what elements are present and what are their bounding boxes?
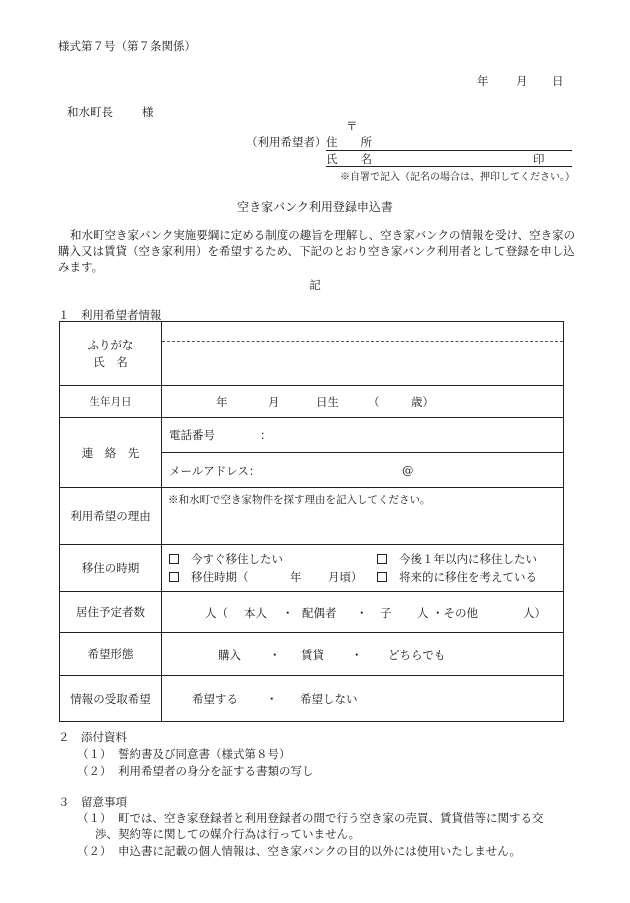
- residents-other-unit: 人）: [523, 606, 546, 620]
- furigana-input[interactable]: [162, 322, 563, 341]
- checkbox-icon[interactable]: [169, 554, 179, 564]
- timing-year-unit: 年: [290, 570, 302, 584]
- section1-heading: １ 利用希望者情報: [58, 308, 162, 322]
- residents-child-unit: 人: [417, 606, 429, 620]
- residents-self: 本人: [244, 606, 267, 620]
- email-label: メールアドレス：: [169, 464, 261, 478]
- section3-heading: ３ 留意事項: [58, 795, 127, 809]
- residents-input-cell[interactable]: [162, 592, 564, 633]
- email-input-cell[interactable]: [162, 453, 564, 488]
- applicant-info-table: [59, 321, 564, 722]
- name-input[interactable]: [162, 342, 563, 385]
- seal-label: 印: [533, 152, 545, 166]
- section2-item1-num: （１）: [77, 747, 112, 761]
- info-row: [60, 676, 564, 722]
- ki-label: 記: [309, 278, 321, 292]
- reason-label: 利用希望の理由: [60, 488, 162, 545]
- section2-heading: ２ 添付資料: [58, 730, 127, 744]
- timing-label: 移住の時期: [60, 545, 162, 592]
- residents-dot2: ・: [356, 606, 368, 620]
- section3-item2-num: （２）: [77, 844, 112, 858]
- residents-label: 居住予定者数: [60, 592, 162, 633]
- age-open: （: [368, 395, 380, 409]
- birth-input-cell[interactable]: [162, 386, 564, 418]
- info-yes[interactable]: 希望する: [192, 692, 238, 706]
- date-year-label: 年: [477, 74, 489, 88]
- birth-label: 生年月日: [60, 386, 162, 418]
- name-label-cell: [60, 322, 162, 386]
- name-label: 氏 名: [326, 152, 372, 166]
- section3-item2: 申込書に記載の個人情報は、空き家バンクの目的以外には使用いたしません。: [118, 844, 521, 858]
- section2-item2-num: （２）: [77, 764, 112, 778]
- phone-input-cell[interactable]: [162, 418, 564, 453]
- applicant-role-label: （利用希望者）: [246, 135, 327, 149]
- timing-option-date-label: 移住時期（: [191, 570, 249, 584]
- residents-other: ・その他: [432, 606, 478, 620]
- form-type-options-cell: [162, 633, 564, 676]
- info-no[interactable]: 希望しない: [300, 692, 358, 706]
- document-title: 空き家バンク利用登録申込書: [237, 200, 393, 214]
- form-number: 様式第７号（第７条関係）: [58, 39, 196, 53]
- section2-item1: 誓約書及び同意書（様式第８号）: [118, 747, 291, 761]
- birth-day-unit: 日生: [316, 395, 339, 409]
- form-type-label: 希望形態: [60, 633, 162, 676]
- name-label: 氏 名: [93, 354, 128, 369]
- phone-label: 電話番号: [169, 428, 215, 442]
- info-label: 情報の受取希望: [60, 676, 162, 722]
- reason-input-cell[interactable]: [162, 488, 564, 545]
- section2-item2: 利用希望者の身分を証する書類の写し: [118, 764, 314, 778]
- section3-item1-num: （１）: [77, 811, 112, 825]
- info-dot: ・: [266, 692, 278, 706]
- addressee-name: 和水町長: [67, 105, 113, 119]
- name-row: [60, 322, 564, 386]
- form-type-row: [60, 633, 564, 676]
- timing-option-now[interactable]: [169, 551, 283, 567]
- residents-child: 子: [380, 606, 392, 620]
- name-input-cell[interactable]: [162, 322, 564, 386]
- checkbox-icon[interactable]: [169, 572, 179, 582]
- timing-option-within-year-label: 今後１年以内に移住したい: [399, 552, 537, 566]
- age-close: 歳）: [411, 395, 434, 409]
- timing-option-future-label: 将来的に移住を考えている: [399, 570, 537, 584]
- reason-row: [60, 488, 564, 545]
- contact-phone-row: [60, 418, 564, 453]
- furigana-label: ふりがな: [87, 337, 134, 352]
- name-underline: [326, 166, 572, 167]
- addressee-honorific: 様: [142, 105, 154, 119]
- birth-year-unit: 年: [216, 395, 228, 409]
- birth-row: [60, 386, 564, 418]
- form-type-dot1: ・: [269, 648, 281, 662]
- timing-option-date[interactable]: [169, 569, 249, 585]
- residents-spouse: 配偶者: [302, 606, 337, 620]
- timing-options-cell: [162, 545, 564, 592]
- residents-row: [60, 592, 564, 633]
- intro-paragraph: 和水町空き家バンク実施要綱に定める制度の趣旨を理解し、空き家バンクの情報を受け、空き家の購入又は賃貸（空き家利用）を希望するため、下記のとおり空き家バンク利用者として登録を申し込みます。: [58, 228, 576, 274]
- form-type-purchase[interactable]: 購入: [218, 648, 241, 662]
- postal-mark: 〒: [346, 119, 358, 133]
- residents-dot1: ・: [282, 606, 294, 620]
- contact-label: 連 絡 先: [60, 418, 162, 488]
- date-day-label: 日: [552, 74, 564, 88]
- reason-note: ※和水町で空き家物件を探す理由を記入してください。: [168, 494, 431, 506]
- checkbox-icon[interactable]: [377, 572, 387, 582]
- form-type-either[interactable]: どちらでも: [388, 648, 446, 662]
- date-month-label: 月: [516, 74, 528, 88]
- timing-month-unit: 月頃）: [328, 570, 363, 584]
- timing-row: [60, 545, 564, 592]
- section3-item1-line1: 町では、空き家登録者と利用登録者の間で行う空き家の売買、賃貸借等に関する交: [118, 811, 544, 825]
- address-label: 住 所: [326, 135, 372, 149]
- timing-option-future[interactable]: [377, 569, 537, 585]
- birth-month-unit: 月: [268, 395, 280, 409]
- checkbox-icon[interactable]: [377, 554, 387, 564]
- form-type-rent[interactable]: 賃貸: [301, 648, 324, 662]
- form-type-dot2: ・: [351, 648, 363, 662]
- section3-item1-line2: 渉、契約等に関しての媒介行為は行っていません。: [95, 827, 361, 841]
- timing-option-now-label: 今すぐ移住したい: [191, 552, 283, 566]
- phone-colon: ：: [260, 428, 272, 442]
- info-options-cell: [162, 676, 564, 722]
- signature-note: ※自署で記入（記名の場合は、押印してください。）: [340, 172, 575, 183]
- timing-option-within-year[interactable]: [377, 551, 537, 567]
- email-at: @: [402, 463, 414, 477]
- residents-people: 人（: [205, 606, 228, 620]
